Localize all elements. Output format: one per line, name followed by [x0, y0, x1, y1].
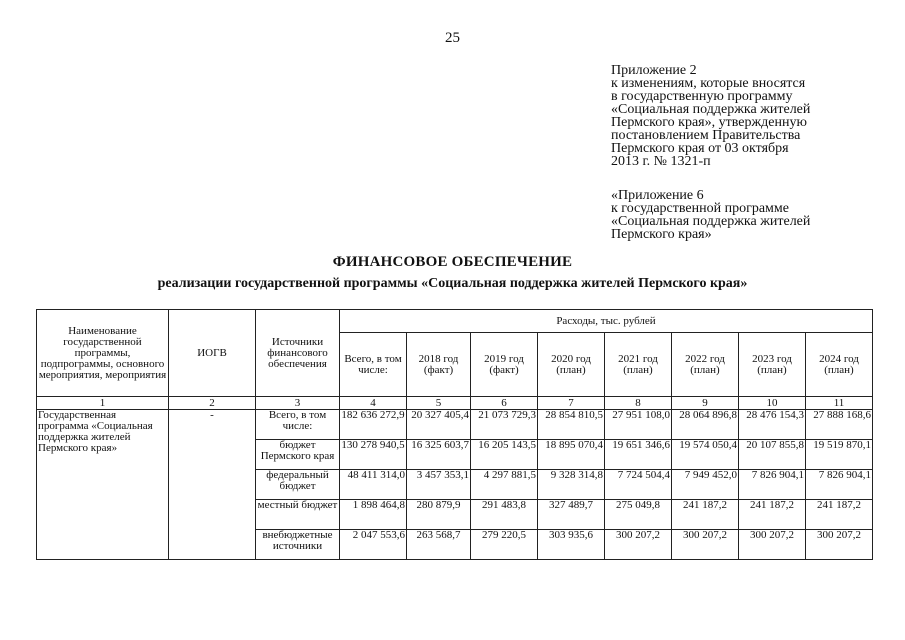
value-2023: 241 187,2	[739, 500, 806, 530]
appendix-line: «Приложение 6	[611, 188, 704, 203]
value-2020: 9 328 314,8	[538, 470, 605, 500]
value-2021: 275 049,8	[605, 500, 672, 530]
header-expenses: Расходы, тыс. рублей	[340, 310, 873, 333]
value-total: 48 411 314,0	[340, 470, 407, 500]
value-2024: 300 207,2	[806, 530, 873, 560]
appendix-line: к изменениям, которые вносятся	[611, 76, 806, 91]
value-2022: 19 574 050,4	[672, 440, 739, 470]
value-2023: 28 476 154,3	[739, 410, 806, 440]
document-title: ФИНАНСОВОЕ ОБЕСПЕЧЕНИЕ	[332, 254, 573, 270]
header-total: Всего, в том числе:	[340, 333, 407, 397]
appendix-block	[611, 64, 810, 168]
value-2018: 280 879,9	[407, 500, 471, 530]
column-number: 8	[605, 397, 672, 410]
value-2018: 16 325 603,7	[407, 440, 471, 470]
column-number: 5	[407, 397, 471, 410]
value-2021: 19 651 346,6	[605, 440, 672, 470]
document-subtitle: реализации государственной программы «Социальная поддержка жителей Пермского края»	[157, 276, 748, 291]
appendix-line: в государственную программу	[611, 89, 793, 104]
value-2019: 279 220,5	[471, 530, 538, 560]
value-2018: 263 568,7	[407, 530, 471, 560]
value-2019: 21 073 729,3	[471, 410, 538, 440]
value-2024: 19 519 870,1	[806, 440, 873, 470]
value-2023: 7 826 904,1	[739, 470, 806, 500]
financing-table	[36, 309, 873, 560]
value-2023: 300 207,2	[739, 530, 806, 560]
header-name: Наименование государственной программы, подпрограммы, основного мероприятия, мероприятия	[37, 310, 169, 397]
value-2019: 4 297 881,5	[471, 470, 538, 500]
value-total: 1 898 464,8	[340, 500, 407, 530]
source-label: бюджет Пермского края	[256, 440, 340, 470]
source-label: местный бюджет	[256, 500, 340, 530]
value-2019: 291 483,8	[471, 500, 538, 530]
appendix-line: «Социальная поддержка жителей	[611, 102, 811, 117]
value-2023: 20 107 855,8	[739, 440, 806, 470]
value-2020: 28 854 810,5	[538, 410, 605, 440]
value-2022: 241 187,2	[672, 500, 739, 530]
appendix-line: Пермского края от 03 октября	[611, 141, 789, 156]
value-2024: 241 187,2	[806, 500, 873, 530]
value-2020: 327 489,7	[538, 500, 605, 530]
value-total: 130 278 940,5	[340, 440, 407, 470]
source-label: внебюджетные источники	[256, 530, 340, 560]
header-year-2022: 2022 год (план)	[672, 333, 739, 397]
appendix-line: постановлением Правительства	[611, 128, 801, 143]
value-2022: 28 064 896,8	[672, 410, 739, 440]
column-number: 7	[538, 397, 605, 410]
value-2018: 3 457 353,1	[407, 470, 471, 500]
appendix-line: Пермского края», утвержденную	[611, 115, 807, 130]
header-year-2024: 2024 год (план)	[806, 333, 873, 397]
column-number: 6	[471, 397, 538, 410]
appendix-line: 2013 г. № 1321-п	[611, 154, 711, 169]
table-row	[37, 410, 873, 440]
column-number: 10	[739, 397, 806, 410]
program-name: Государственная программа «Социальная поддержка жителей Пермского края»	[37, 410, 169, 560]
header-year-2023: 2023 год (план)	[739, 333, 806, 397]
value-2020: 303 935,6	[538, 530, 605, 560]
value-2019: 16 205 143,5	[471, 440, 538, 470]
column-number: 4	[340, 397, 407, 410]
appendix-line: «Социальная поддержка жителей	[611, 214, 811, 229]
header-year-2020: 2020 год (план)	[538, 333, 605, 397]
value-2022: 300 207,2	[672, 530, 739, 560]
value-total: 2 047 553,6	[340, 530, 407, 560]
appendix-line: Приложение 2	[611, 63, 697, 78]
column-number: 11	[806, 397, 873, 410]
value-2021: 300 207,2	[605, 530, 672, 560]
value-2024: 27 888 168,6	[806, 410, 873, 440]
column-number: 9	[672, 397, 739, 410]
value-2021: 27 951 108,0	[605, 410, 672, 440]
appendix-line: Пермского края»	[611, 227, 712, 242]
appendix-block-program	[611, 189, 810, 241]
column-numbering-row	[37, 397, 873, 410]
source-label: федеральный бюджет	[256, 470, 340, 500]
header-year-2018: 2018 год (факт)	[407, 333, 471, 397]
value-2020: 18 895 070,4	[538, 440, 605, 470]
header-iogv: ИОГВ	[169, 310, 256, 397]
header-year-2019: 2019 год (факт)	[471, 333, 538, 397]
program-iogv: -	[169, 410, 256, 560]
value-2024: 7 826 904,1	[806, 470, 873, 500]
value-2018: 20 327 405,4	[407, 410, 471, 440]
column-number: 2	[169, 397, 256, 410]
source-label: Всего, в том числе:	[256, 410, 340, 440]
value-2021: 7 724 504,4	[605, 470, 672, 500]
column-number: 3	[256, 397, 340, 410]
appendix-line: к государственной программе	[611, 201, 789, 216]
header-year-2021: 2021 год (план)	[605, 333, 672, 397]
header-sources: Источники финансового обеспечения	[256, 310, 340, 397]
value-2022: 7 949 452,0	[672, 470, 739, 500]
page-number: 25	[445, 30, 460, 46]
value-total: 182 636 272,9	[340, 410, 407, 440]
column-number: 1	[37, 397, 169, 410]
